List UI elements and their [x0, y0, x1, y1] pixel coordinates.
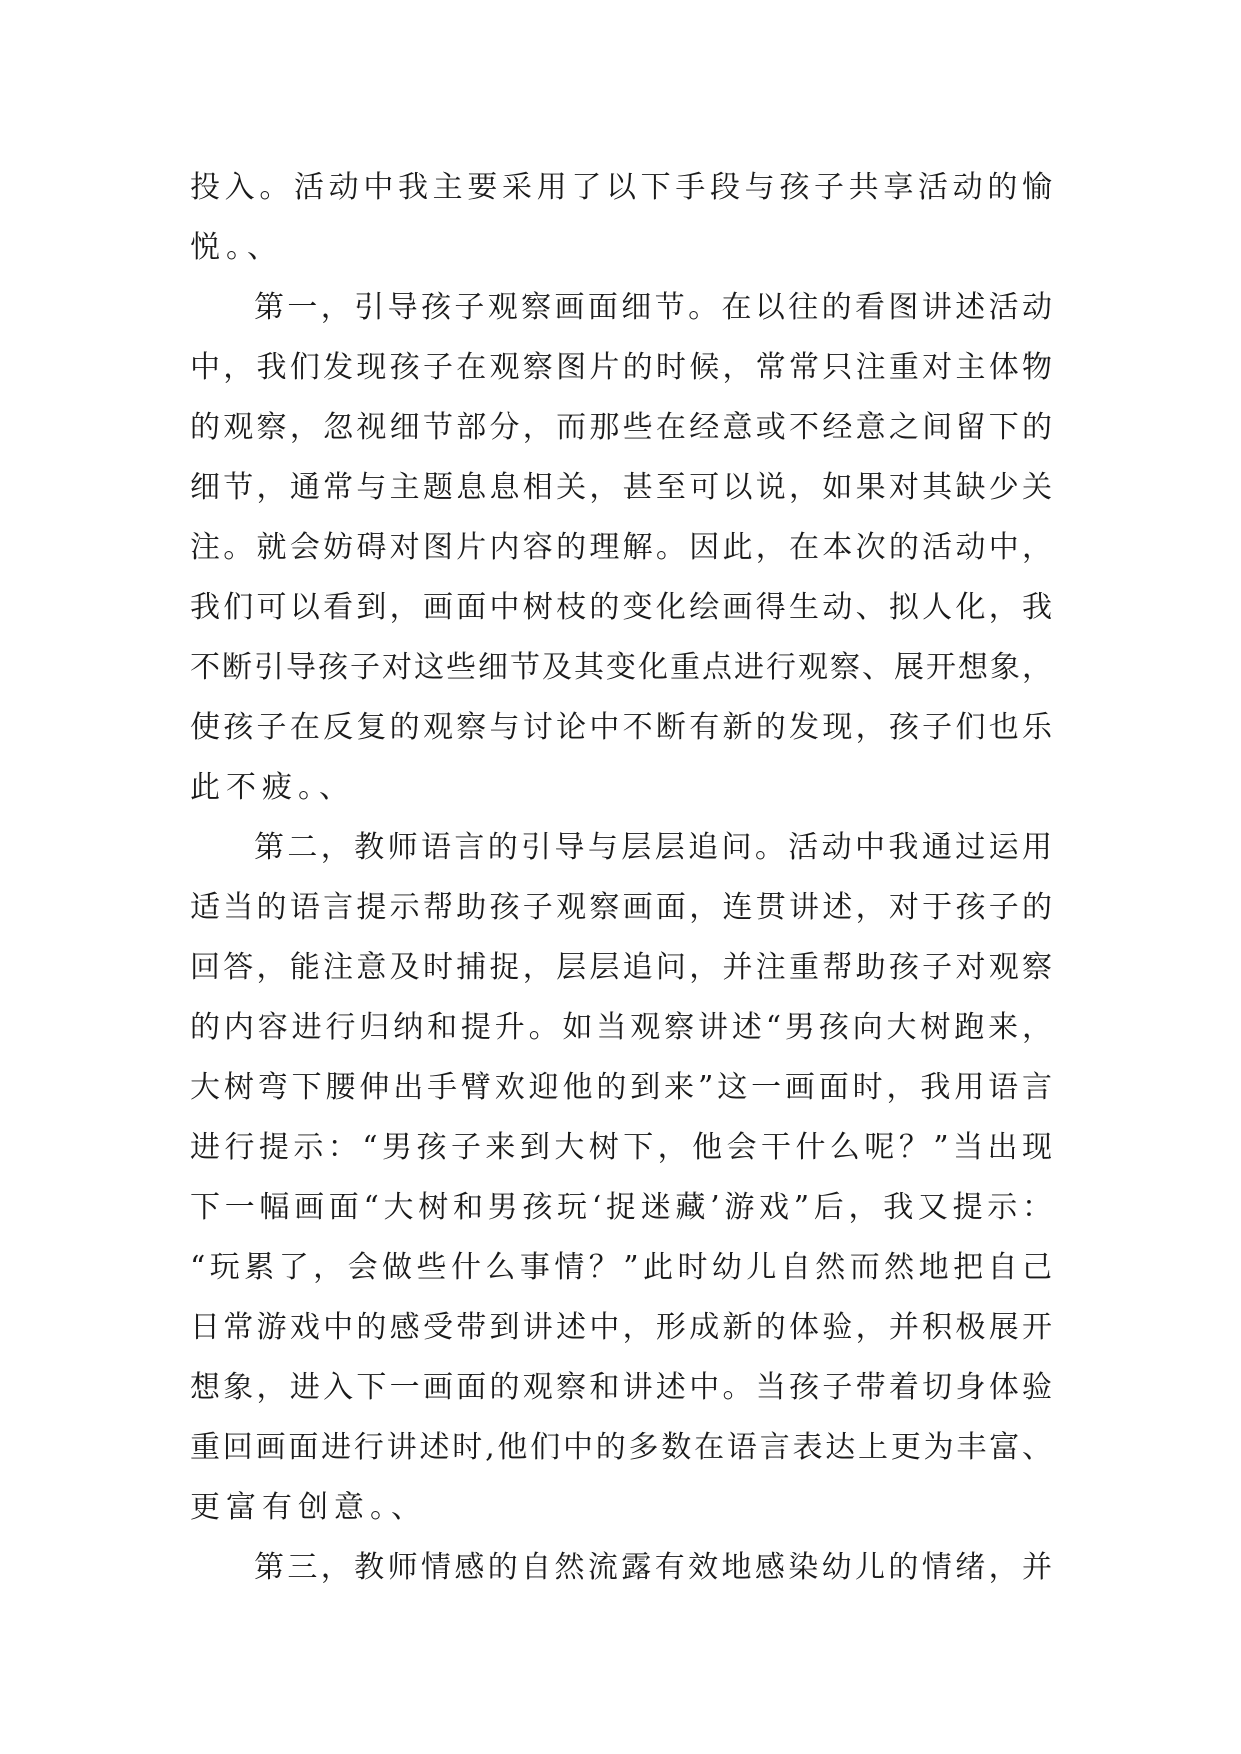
text-line: 重回画面进行讲述时,他们中的多数在语言表达上更为丰富、 — [190, 1430, 1052, 1465]
text-line: 注。就会妨碍对图片内容的理解。因此，在本次的活动中， — [190, 530, 1052, 565]
paragraph-1 — [190, 158, 1052, 278]
text-line: 不断引导孩子对这些细节及其变化重点进行观察、展开想象， — [190, 650, 1052, 685]
text-line: 进行提示：“男孩子来到大树下，他会干什么呢？”当出现 — [190, 1130, 1052, 1165]
text-line: 我们可以看到，画面中树枝的变化绘画得生动、拟人化，我 — [190, 590, 1052, 625]
document-body — [190, 158, 1052, 1598]
text-line: 悦。、 — [190, 230, 283, 265]
paragraph-2 — [190, 278, 1052, 818]
text-line: 第三，教师情感的自然流露有效地感染幼儿的情绪，并 — [254, 1550, 1052, 1585]
text-line: 中，我们发现孩子在观察图片的时候，常常只注重对主体物 — [190, 350, 1052, 385]
text-line: 日常游戏中的感受带到讲述中，形成新的体验，并积极展开 — [190, 1310, 1052, 1345]
paragraph-3 — [190, 818, 1052, 1538]
text-line: 想象，进入下一画面的观察和讲述中。当孩子带着切身体验 — [190, 1370, 1052, 1405]
text-line: 第二，教师语言的引导与层层追问。活动中我通过运用 — [254, 830, 1052, 865]
paragraph-4 — [190, 1538, 1052, 1598]
text-line: 的观察，忽视细节部分，而那些在经意或不经意之间留下的 — [190, 410, 1052, 445]
text-line: 使孩子在反复的观察与讨论中不断有新的发现，孩子们也乐 — [190, 710, 1052, 745]
text-line: 大树弯下腰伸出手臂欢迎他的到来”这一画面时，我用语言 — [190, 1070, 1052, 1105]
text-line: 第一，引导孩子观察画面细节。在以往的看图讲述活动 — [254, 290, 1052, 325]
text-line: “玩累了，会做些什么事情？”此时幼儿自然而然地把自己 — [190, 1250, 1052, 1285]
text-line: 下一幅画面“大树和男孩玩‘捉迷藏’游戏”后，我又提示： — [190, 1190, 1052, 1225]
text-line: 细节，通常与主题息息相关，甚至可以说，如果对其缺少关 — [190, 470, 1052, 505]
text-line: 回答，能注意及时捕捉，层层追问，并注重帮助孩子对观察 — [190, 950, 1052, 985]
text-line: 此不疲。、 — [190, 770, 355, 805]
text-line: 的内容进行归纳和提升。如当观察讲述“男孩向大树跑来， — [190, 1010, 1052, 1045]
text-line: 投入。活动中我主要采用了以下手段与孩子共享活动的愉 — [190, 170, 1052, 205]
text-line: 更富有创意。、 — [190, 1490, 427, 1525]
text-line: 适当的语言提示帮助孩子观察画面，连贯讲述，对于孩子的 — [190, 890, 1052, 925]
